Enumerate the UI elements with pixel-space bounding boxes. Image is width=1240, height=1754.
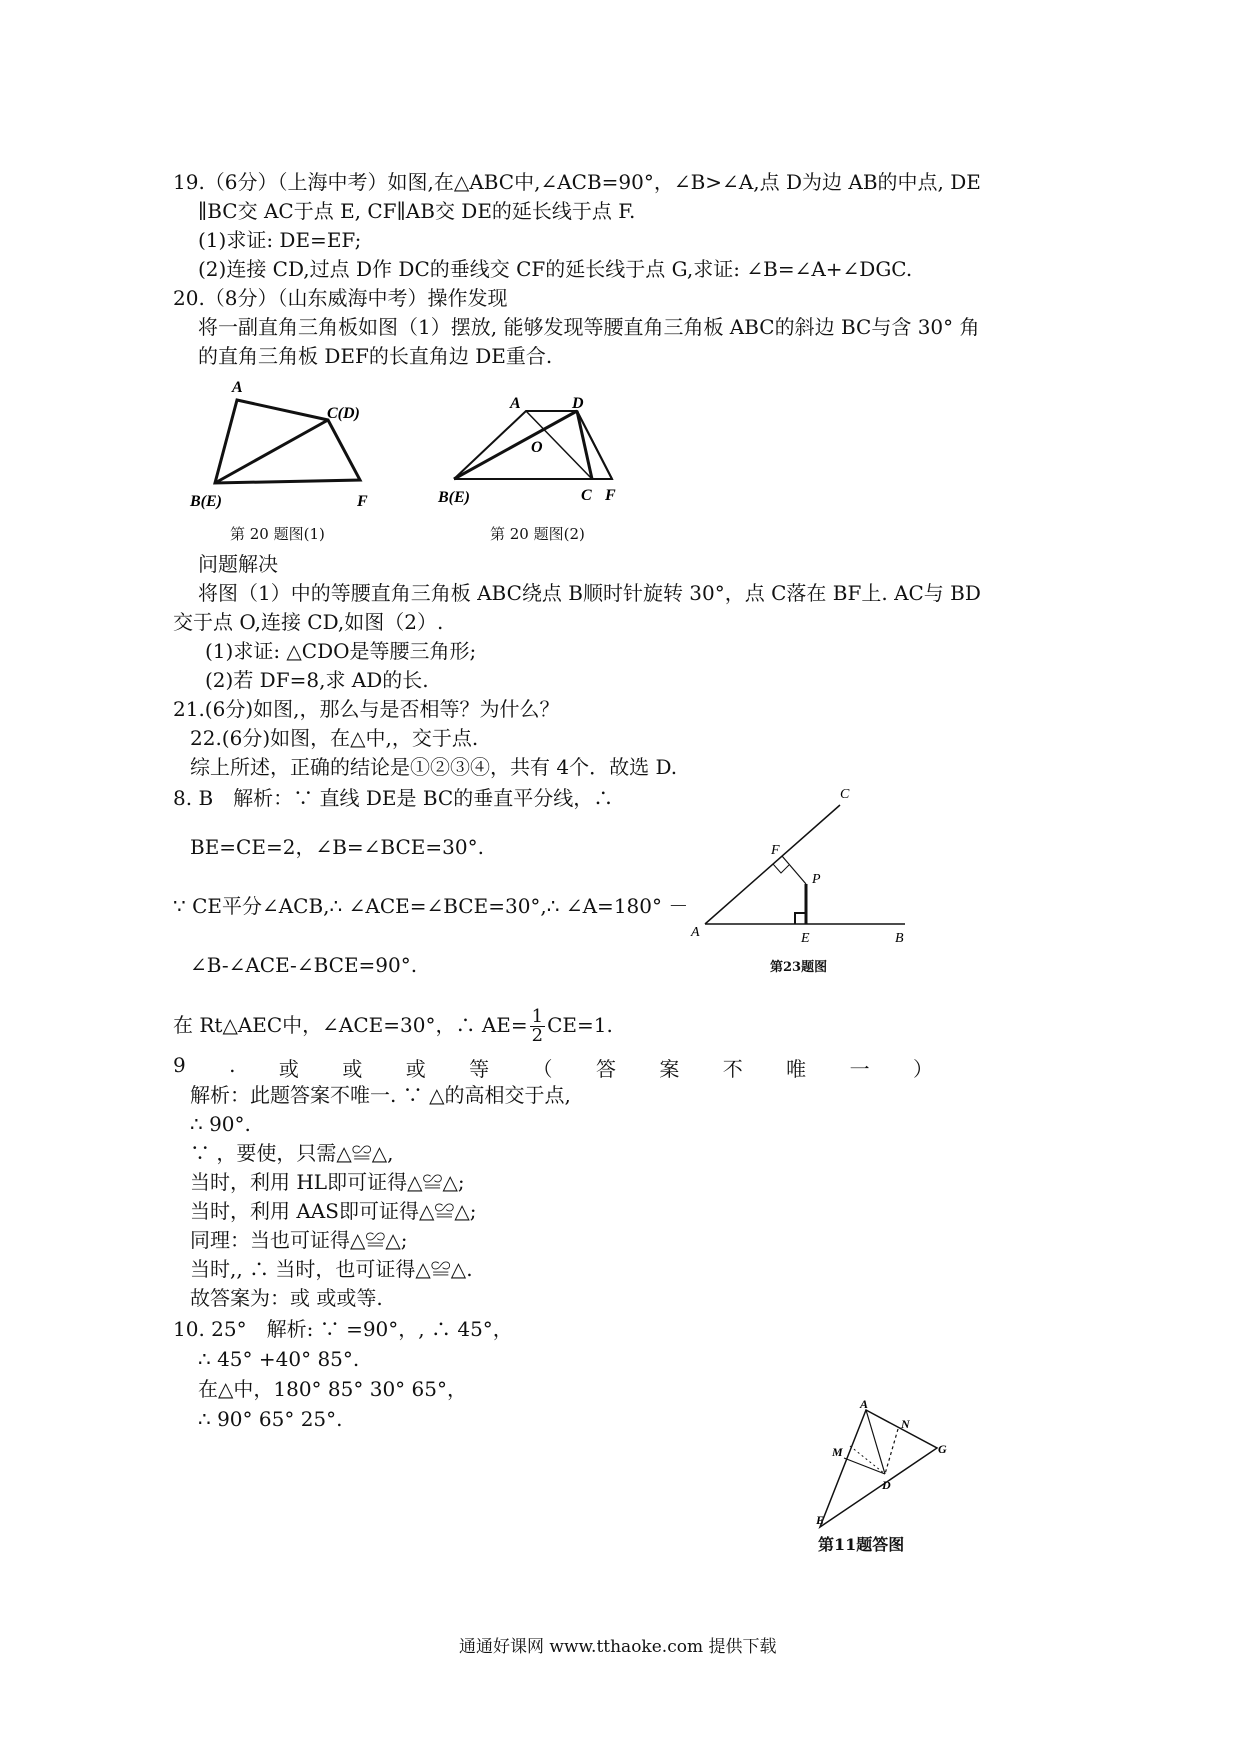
- q20-title: 20.（8分）（山东威海中考）操作发现: [173, 286, 508, 310]
- spread-token: 9: [173, 1053, 186, 1077]
- fig20-2-dc: [577, 411, 592, 479]
- fig20-2-label-f: F: [605, 487, 616, 504]
- caption-fig20-2: 第 20 题图(2): [490, 525, 585, 543]
- fig11-label-n: N: [901, 1417, 910, 1431]
- answer-8-line5: [173, 1008, 613, 1045]
- spread-token: 一: [849, 1057, 870, 1081]
- fraction-numerator: 1: [531, 1006, 544, 1027]
- fig23-label-a: A: [691, 925, 700, 940]
- fig11-nd: [885, 1429, 898, 1474]
- q19-part2: (2)连接 CD,过点 D作 DC的垂线交 CF的延长线于点 G,求证: ∠B=∠A+∠DGC.: [198, 257, 913, 281]
- fig23-label-p: P: [812, 872, 821, 887]
- answer-10-line2: ∴ 45° +40° 85°.: [198, 1347, 360, 1371]
- fig20-2-label-o: O: [531, 439, 543, 456]
- fig20-1-label-b: B(E): [190, 493, 222, 510]
- caption-fig23: 第23题图: [770, 960, 828, 975]
- answer-9-step6: 当时,, ∴ 当时，也可证得△≌△.: [190, 1257, 473, 1281]
- q19-line2: ∥BC交 AC于点 E, CF∥AB交 DE的延长线于点 F.: [198, 199, 636, 223]
- spread-token: 不: [722, 1057, 743, 1081]
- fraction-one-half: [530, 1008, 545, 1045]
- fig23-right-angle-e: [795, 913, 806, 924]
- answer-8-line3: ∵ CE平分∠ACB,∴ ∠ACE=∠BCE=30°,∴ ∠A=180° －: [173, 894, 689, 918]
- spread-token: （: [532, 1057, 553, 1081]
- fig23-perp-fp: [782, 856, 806, 884]
- q20-text2: 的直角三角板 DEF的长直角边 DE重合.: [198, 344, 553, 368]
- fig23-right-angle-f: [773, 864, 789, 873]
- answer-8-line1: 8. B 解析：∵ 直线 DE是 BC的垂直平分线，∴: [173, 786, 614, 810]
- answer-9-step1: ∴ 90°.: [190, 1112, 251, 1136]
- caption-fig20-1: 第 20 题图(1): [230, 525, 325, 543]
- fig11-label-d: D: [882, 1478, 891, 1492]
- answer-10-line3: 在△中，180° 85° 30° 65°，: [198, 1377, 467, 1401]
- fig20-1-label-f: F: [357, 493, 368, 510]
- fig20-2-label-d: D: [572, 395, 584, 412]
- q20-text1: 将一副直角三角板如图（1）摆放, 能够发现等腰直角三角板 ABC的斜边 BC与含 30° 角: [198, 315, 980, 339]
- spread-token: .: [229, 1053, 236, 1077]
- fig23-label-b: B: [895, 931, 904, 946]
- fig11-md: [844, 1458, 885, 1474]
- fig23-label-e: E: [801, 931, 810, 946]
- answer-9-analysis: 解析：此题答案不唯一. ∵ △的高相交于点,: [190, 1083, 571, 1107]
- answer-9-step4: 当时，利用 AAS即可证得△≌△;: [190, 1199, 477, 1223]
- figure-20-1: [185, 375, 395, 515]
- q21: 21.(6分)如图,，那么与是否相等？为什么？: [173, 697, 560, 721]
- fig11-label-e: E: [816, 1513, 825, 1527]
- fig23-label-f: F: [771, 843, 780, 858]
- answer-10-line4: ∴ 90° 65° 25°.: [198, 1407, 343, 1431]
- fig20-2-label-b: B(E): [438, 489, 470, 506]
- q20-solve2: 交于点 O,连接 CD,如图（2）.: [173, 610, 444, 634]
- page-footer: 通通好课网 www.tthaoke.com 提供下载: [459, 1637, 777, 1657]
- q20-solve1: 将图（1）中的等腰直角三角板 ABC绕点 B顺时针旋转 30°，点 C落在 BF上. AC与 BD: [198, 581, 981, 605]
- answer-9-step2: ∵ ，要使，只需△≌△,: [190, 1141, 394, 1165]
- spread-token: 等: [469, 1057, 490, 1081]
- fraction-denominator: 2: [531, 1025, 544, 1046]
- caption-fig11: 第11题答图: [818, 1535, 905, 1554]
- fig20-1-label-a: A: [232, 379, 243, 396]
- spread-token: 案: [659, 1057, 680, 1081]
- fig23-ray-ac: [705, 805, 840, 924]
- fig11-md-dotted: [850, 1446, 885, 1474]
- q19-part1: (1)求证: DE=EF;: [198, 228, 362, 252]
- spread-token: 答: [595, 1057, 616, 1081]
- fig20-2-label-c: C: [581, 487, 592, 504]
- fig20-2-label-a: A: [510, 395, 521, 412]
- fig20-1-diagonal: [215, 420, 328, 483]
- figure-23: [685, 780, 915, 950]
- answer-8-line5-text: 在 Rt△AEC中，∠ACE=30°，∴ AE=: [173, 1013, 528, 1037]
- fig11-ad: [866, 1410, 885, 1474]
- answer-10-line1: 10. 25° 解析: ∵ =90°，, ∴ 45°，: [173, 1317, 513, 1341]
- answer-9-step5: 同理：当也可证得△≌△;: [190, 1228, 408, 1252]
- fig11-label-g: G: [938, 1442, 947, 1456]
- spread-token: ）: [912, 1057, 933, 1081]
- summary-line: 综上所述，正确的结论是①②③④，共有 4个．故选 D.: [190, 755, 678, 779]
- figure-20-2: [435, 385, 645, 515]
- answer-8-line4: ∠B-∠ACE-∠BCE=90°.: [190, 953, 418, 977]
- fig23-label-c: C: [840, 787, 850, 802]
- answer-9-header: [173, 1053, 933, 1082]
- fig20-1-label-c: C(D): [327, 405, 360, 422]
- answer-9-conclusion: 故答案为：或 或或等.: [190, 1286, 383, 1310]
- spread-token: 唯: [786, 1057, 807, 1081]
- fig11-label-m: M: [832, 1445, 843, 1459]
- q20-part2: (2)若 DF=8,求 AD的长.: [205, 668, 429, 692]
- answer-8-line5-tail: CE=1.: [547, 1013, 613, 1037]
- q19-line1: 19.（6分）（上海中考）如图,在△ABC中,∠ACB=90°，∠B>∠A,点 D为边 AB的中点, DE: [173, 170, 981, 194]
- spread-token: 或: [405, 1057, 426, 1081]
- problem-solving-heading: 问题解决: [198, 552, 278, 576]
- fig11-label-a: A: [860, 1400, 869, 1411]
- answer-8-line2: BE=CE=2，∠B=∠BCE=30°.: [190, 835, 484, 859]
- answer-9-step3: 当时，利用 HL即可证得△≌△;: [190, 1170, 465, 1194]
- q22: 22.(6分)如图，在△中,，交于点.: [190, 726, 479, 750]
- q20-part1: (1)求证: △CDO是等腰三角形;: [205, 639, 477, 663]
- spread-token: 或: [342, 1057, 363, 1081]
- spread-token: 或: [278, 1057, 299, 1081]
- figure-11: [810, 1400, 960, 1535]
